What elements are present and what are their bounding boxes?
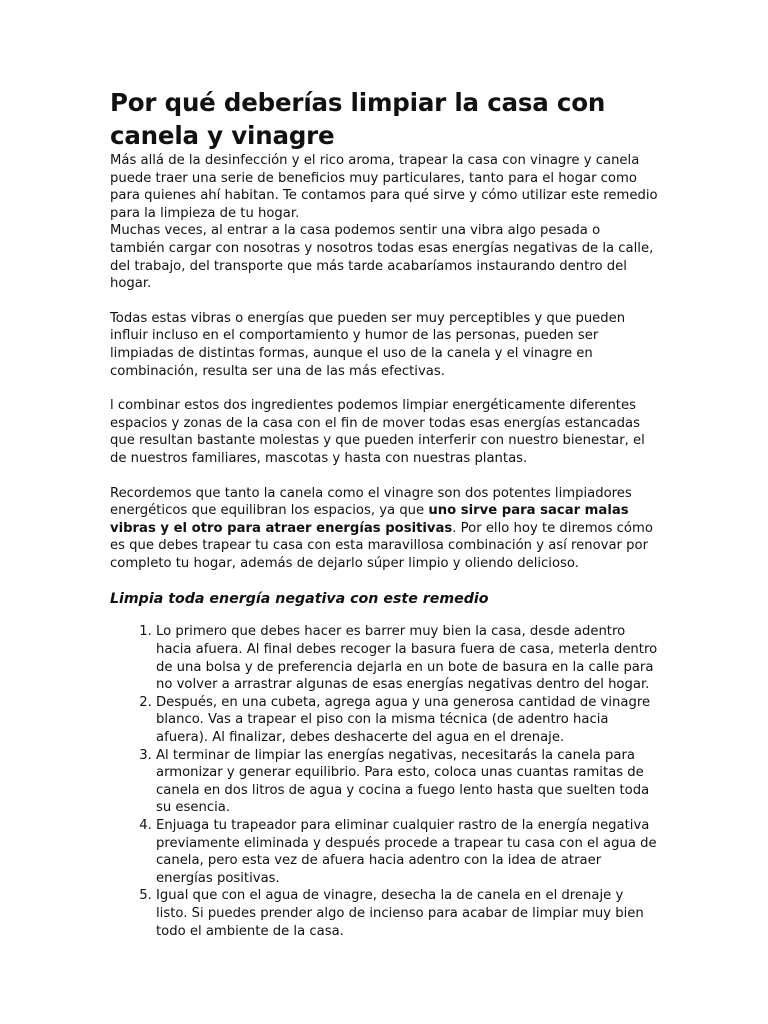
section-subtitle: Limpia toda energía negativa con este remedio <box>110 591 489 608</box>
list-item: 5. Igual que con el agua de vinagre, desecha la de canela en el drenaje y listo. Si puedes prender algo de incienso para acabar de limpiar muy bien todo el ambiente de la casa. <box>156 887 658 940</box>
paragraph-combinar: l combinar estos dos ingredientes podemos limpiar energéticamente diferentes espacios y zonas de la casa con el fin de mover todas esas energías estancadas que resultan bastante molestas y que pueden interferir con nuestro bienestar, el de nuestros familiares, mascotas y hasta con nuestras plantas. <box>110 398 645 466</box>
paragraph-recordemos <box>110 485 658 573</box>
intro-paragraph-1: Más allá de la desinfección y el rico aroma, trapear la casa con vinagre y canela puede traer una serie de beneficios muy particulares, tanto para el hogar como para quienes ahí habitan. Te contamos para qué sirve y cómo utilizar este remedio para la limpieza de tu hogar. <box>110 153 658 221</box>
list-item: 3. Al terminar de limpiar las energías negativas, necesitarás la canela para armonizar y generar equilibrio. Para esto, coloca unas cuantas ramitas de canela en dos litros de agua y cocina a fuego lento hasta que suelten toda su esencia. <box>156 747 658 817</box>
steps-list <box>110 623 658 940</box>
list-item: 1. Lo primero que debes hacer es barrer muy bien la casa, desde adentro hacia afuera. Al final debes recoger la basura fuera de casa, meterla dentro de una bolsa y de preferencia dejarla en un bote de basura en la calle para no volver a arrastrar algunas de esas energías negativas dentro del hogar. <box>156 623 658 693</box>
article-title: Por qué deberías limpiar la casa con canela y vinagre <box>110 88 606 150</box>
recordemos-bold-text: uno sirve para sacar malas vibras y el otro para atraer energías positivas <box>110 503 629 536</box>
recordemos-text-after: . Por ello hoy te diremos cómo es que debes trapear tu casa con esta maravillosa combinación y así renovar por completo tu hogar, además de dejarlo súper limpio y oliendo delicioso. <box>110 520 653 571</box>
list-item: 2. Después, en una cubeta, agrega agua y una generosa cantidad de vinagre blanco. Vas a trapear el piso con la misma técnica (de adentro hacia afuera). Al finalizar, debes deshacerte del agua en el drenaje. <box>156 694 658 747</box>
recordemos-text-before: Recordemos que tanto la canela como el vinagre son dos potentes limpiadores energéticos que equilibran los espacios, ya que <box>110 485 632 519</box>
list-item: 4. Enjuaga tu trapeador para eliminar cualquier rastro de la energía negativa previamente eliminada y después procede a trapear tu casa con el agua de canela, pero esta vez de afuera hacia adentro con la idea de atraer energías positivas. <box>156 817 658 887</box>
paragraph-vibras: Todas estas vibras o energías que pueden ser muy perceptibles y que pueden influir incluso en el comportamiento y humor de las personas, pueden ser limpiadas de distintas formas, aunque el uso de la canela y el vinagre en combinación, resulta ser una de las más efectivas. <box>110 310 626 379</box>
intro-paragraph-2: Muchas veces, al entrar a la casa podemos sentir una vibra algo pesada o también cargar con nosotras y nosotros todas esas energías negativas de la calle, del trabajo, del transporte que más tarde acabaríamos instaurando dentro del hogar. <box>110 223 654 292</box>
